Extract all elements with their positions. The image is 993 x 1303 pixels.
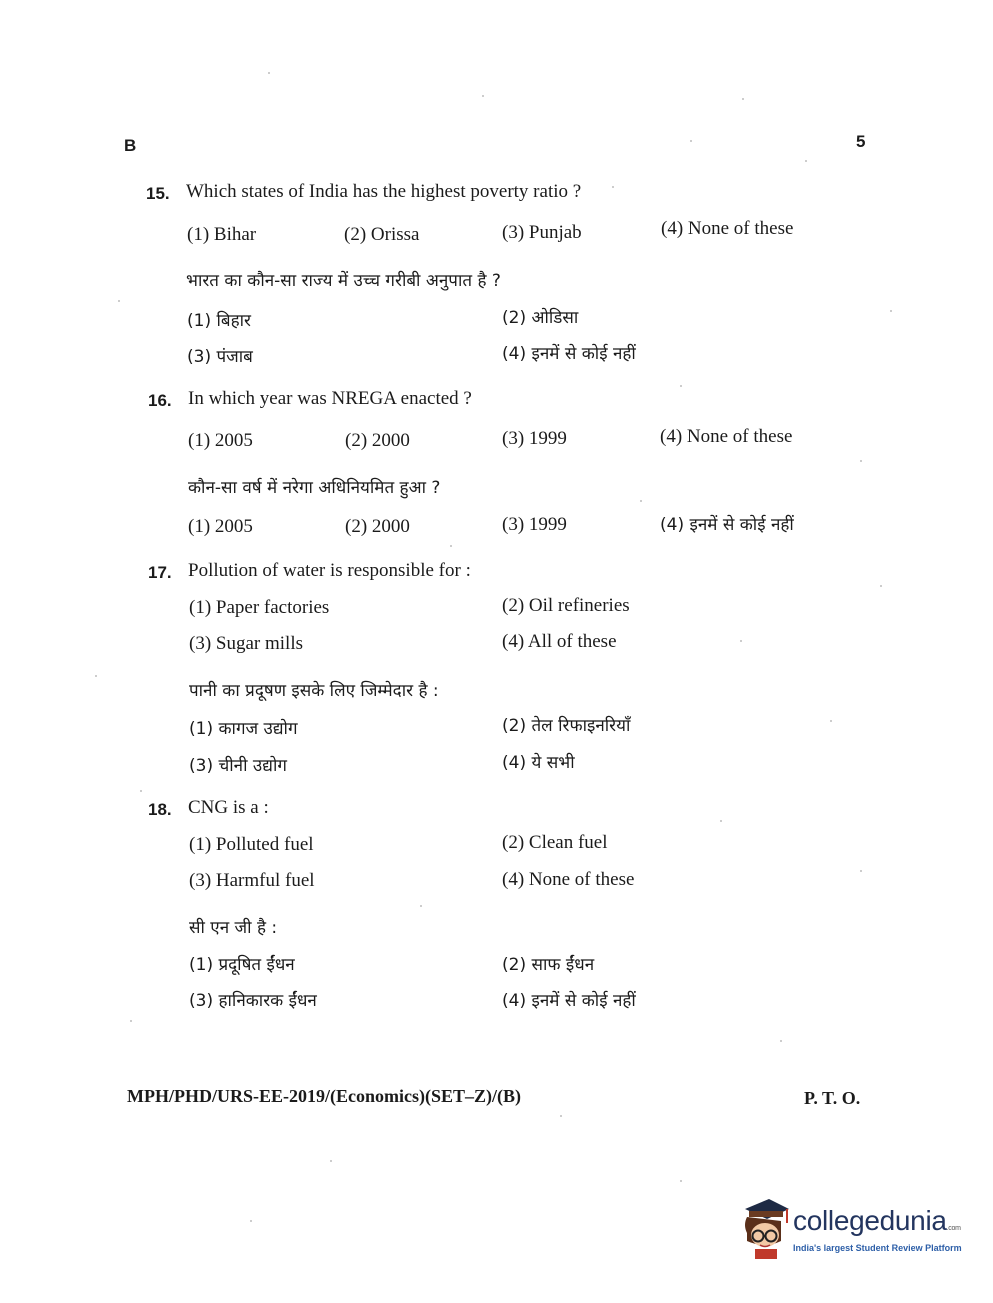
question-number: 18. [148, 800, 172, 819]
option-hi-3: (3) पंजाब [187, 347, 253, 367]
page-number: 5 [856, 132, 866, 151]
logo-suffix: .com [946, 1225, 961, 1232]
option-en-1: (1) Polluted fuel [189, 834, 314, 855]
option-en-2: (2) Orissa [344, 224, 420, 245]
option-en-2: (2) Oil refineries [502, 595, 630, 616]
footer-pto: P. T. O. [804, 1088, 861, 1108]
option-en-3: (3) 1999 [502, 428, 567, 449]
option-en-4: (4) None of these [660, 426, 793, 447]
option-en-3: (3) Harmful fuel [189, 870, 315, 891]
question-text-hi: कौन-सा वर्ष में नरेगा अधिनियमित हुआ ? [188, 478, 441, 498]
question-number: 15. [146, 184, 170, 203]
question-text-en: CNG is a : [188, 797, 269, 818]
option-en-4: (4) None of these [661, 218, 794, 239]
option-en-2: (2) Clean fuel [502, 832, 608, 853]
question-text-hi: सी एन जी है : [189, 918, 278, 938]
option-hi-4: (4) इनमें से कोई नहीं [502, 991, 636, 1011]
question-text-en: Which states of India has the highest poverty ratio ? [186, 181, 582, 202]
option-en-2: (2) 2000 [345, 430, 410, 451]
option-hi-2: (2) ओडिसा [502, 308, 579, 328]
option-en-1: (1) Paper factories [189, 597, 330, 618]
option-hi-2: (2) तेल रिफाइनरियाँ [502, 716, 631, 736]
question-text-en: In which year was NREGA enacted ? [188, 388, 472, 409]
set-letter: B [124, 136, 137, 155]
question-text-en: Pollution of water is responsible for : [188, 560, 471, 581]
logo-wordmark [793, 1205, 961, 1237]
option-en-1: (1) 2005 [188, 430, 253, 451]
option-hi-1: (1) प्रदूषित ईंधन [189, 955, 295, 975]
question-text-hi: पानी का प्रदूषण इसके लिए जिम्मेदार है : [189, 681, 439, 701]
option-hi-2: (2) 2000 [345, 516, 410, 537]
option-en-3: (3) Punjab [502, 222, 582, 243]
option-hi-4: (4) ये सभी [502, 753, 575, 773]
question-number: 17. [148, 563, 172, 582]
footer-paper-code: MPH/PHD/URS-EE-2019/(Economics)(SET–Z)/(B) [127, 1086, 521, 1106]
option-hi-3: (3) हानिकारक ईंधन [189, 991, 317, 1011]
collegedunia-logo [735, 1193, 965, 1263]
option-hi-1: (1) बिहार [187, 311, 251, 331]
option-en-4: (4) All of these [502, 631, 617, 652]
mascot-icon [735, 1193, 791, 1261]
logo-brand: collegedunia [793, 1205, 947, 1236]
option-en-3: (3) Sugar mills [189, 633, 303, 654]
question-number: 16. [148, 391, 172, 410]
logo-tagline: India's largest Student Review Platform [793, 1243, 962, 1253]
option-hi-1: (1) 2005 [188, 516, 253, 537]
option-hi-1: (1) कागज उद्योग [189, 719, 298, 739]
option-en-4: (4) None of these [502, 869, 635, 890]
question-text-hi: भारत का कौन-सा राज्य में उच्च गरीबी अनुपात है ? [186, 271, 501, 291]
option-en-1: (1) Bihar [187, 224, 257, 245]
option-hi-4: (4) इनमें से कोई नहीं [502, 344, 636, 364]
option-hi-4: (4) इनमें से कोई नहीं [660, 515, 794, 535]
option-hi-3: (3) चीनी उद्योग [189, 756, 287, 776]
option-hi-2: (2) साफ ईंधन [502, 955, 595, 975]
option-hi-3: (3) 1999 [502, 514, 567, 535]
